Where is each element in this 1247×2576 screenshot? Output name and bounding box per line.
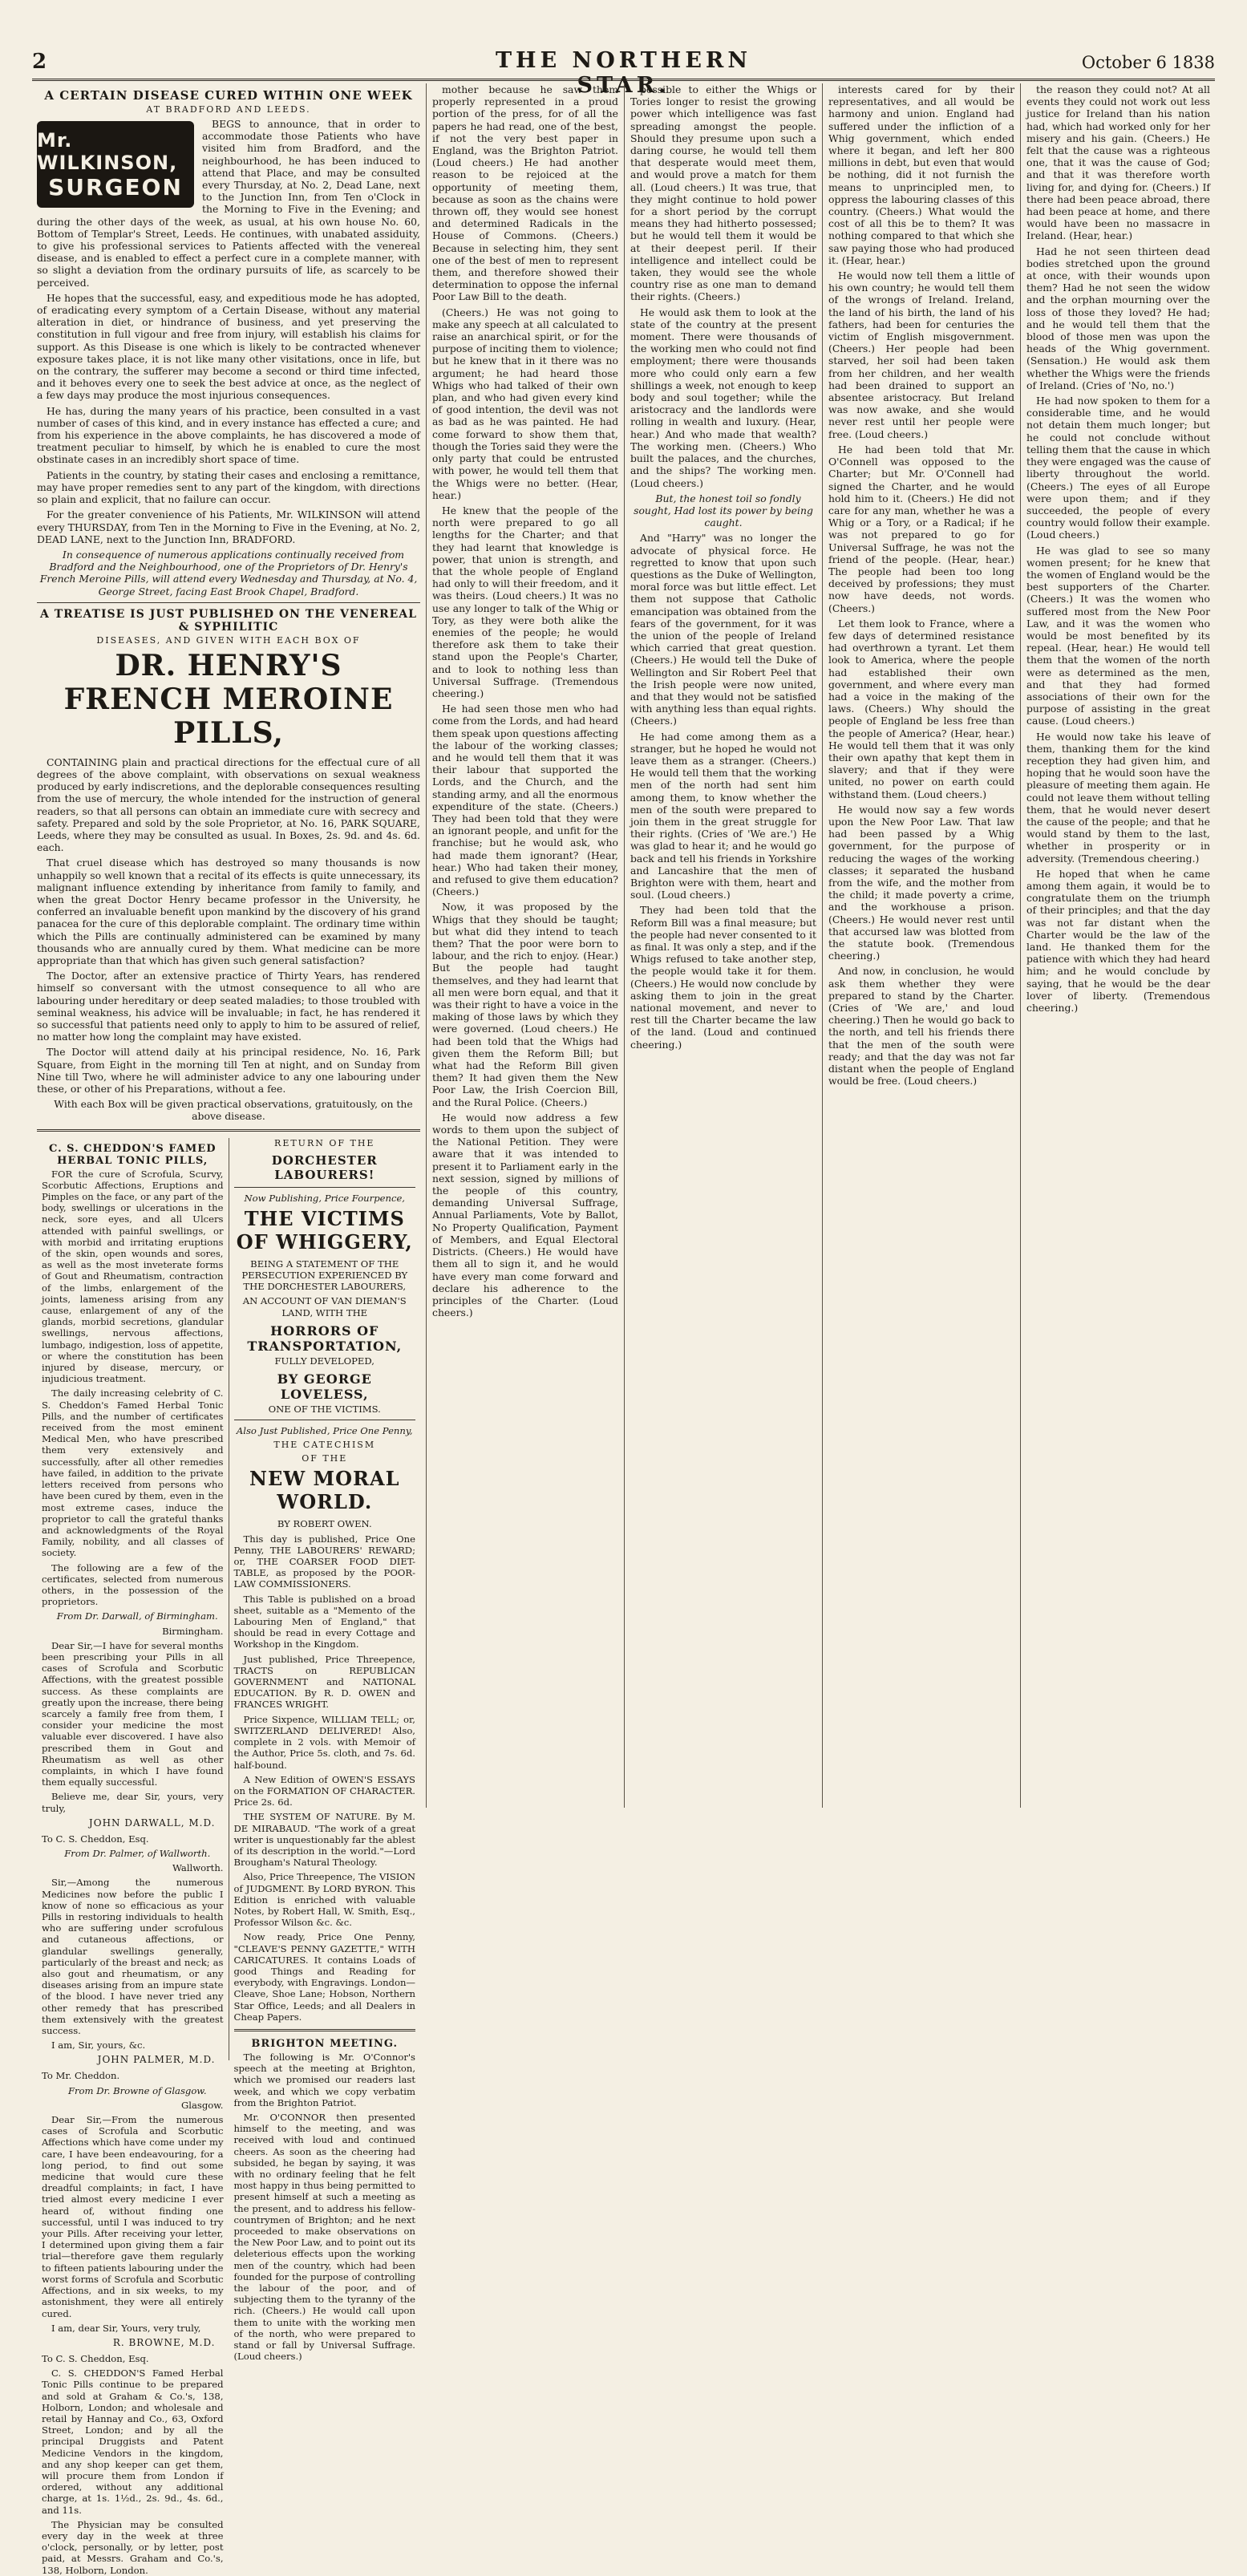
brighton-paragraph: Mr. O'CONNOR then presented himself to the meeting, and was received with loud and continued cheers. As soon as the cheering had subsided, he began by saying, it was with no ordinary feeling that he felt most happy in thus being permitted to present himself at such a meeting as the present, and to address his fellow-countrymen of Brighton; and he next proceeded to make observations on the New Poor Law, and to point out its deleterious effects upon the working men of the country, which had been founded for the purpose of controlling the labour of the poor, and of subjecting them to the tyranny of the rich. (Cheers.) He would call upon them to unite with the working men of the north, who were prepared to stand or fall by Universal Suffrage. (Loud cheers.) (233, 2111, 415, 2363)
cheddon-footer: The Physician may be consulted every day in the week at three o'clock, personally, or by letter, post paid, at Messrs. Graham and Co.'s, 138, Holborn, London. (42, 2518, 224, 2576)
speech-paragraph: Had he not seen thirteen dead bodies stretched upon the ground at once, with their wounds upon them? Had he not seen the widow and the orphan mourning over the loss of those they loved? He had; and he would tell them that the blood of those men was upon the heads of the Whig government. (Sensation.) He would ask them whether the Whigs were the friends of Ireland. (Cries of 'No, no.') (1026, 245, 1210, 391)
catechism-lead: Also Just Published, Price One Penny, (236, 1425, 413, 1437)
dorchester-sub: AN ACCOUNT OF VAN DIEMAN'S LAND, WITH THE (242, 1295, 407, 1318)
brighton-headline: BRIGHTON MEETING. (251, 2037, 399, 2050)
speech-paragraph: He had been told that Mr. O'Connell was opposed to the Charter; but Mr. O'Connell had signed the Charter, and he would hold him to it. (Cheers.) He did not care for any man, whether he was a Whig or a Tory, or a Radical; if he was not prepared to go for Universal Suffrage, he was not the friend of the people. (Hear, hear.) The people had been too long deceived by professions; they must now have deeds, not words. (Cheers.) (828, 443, 1014, 614)
wilkinson-paragraph: BEGS to announce, that in order to accommodate those Patients who have visited him from Bradford, and the neighbourhood, he has been induced to attend that Place, and may be consulted every Thursday, at No. 2, Dead Lane, next to the Junction Inn, from Ten o'Clock in the Morning to Five in the Evening; and during the other days of the week, as usual, at his own house No. 60, Bottom of Templar's Street, Leeds. He continues, with unabated assiduity, to give his professional services to Patients affected with the venereal disease, and is enabled to effect a perfect cure in a complete manner, with so slight a deviation from the ordinary pursuits of life, as scarcely to be perceived. (37, 118, 420, 289)
wilkinson-paragraph: He hopes that the successful, easy, and expeditious mode he has adopted, of eradicating every symptom of a Certain Disease, without any material alteration in diet, or hindrance of business, and yet preserving the constitution in full vigour and free from injury, will establish his claims for support. As this Disease is one which is likely to be contracted whenever exposure takes place, it is not like many other visitations, once in life, but on the contrary, the sufferer may become a second or third time infected, and it behoves every one to seek the best advice at once, as the neglect of a few days may produce the most injurious consequences. (37, 291, 420, 402)
wilkinson-notice: In consequence of numerous applications continually received from Bradford and the Neighbourhood, one of the Proprietors of Dr. Henry's French Meroine Pills, will attend every Wednesday and Thursday, at No. 4, George Street, facing East Brook Chapel, Bradford. (39, 548, 418, 597)
cheddon-from: From Dr. Browne of Glasgow. (67, 2084, 207, 2096)
wilkinson-paragraph: For the greater convenience of his Patients, Mr. WILKINSON will attend every THURSDAY, from Ten in the Morning to Five in the Evening, at No. 2, DEAD LANE, next to the Junction Inn, BRADFORD. (37, 508, 420, 545)
cheddon-to: To C. S. Cheddon, Esq. (42, 1833, 149, 1845)
cheddon-letter: Dear Sir,—From the numerous cases of Scrofula and Scorbutic Affections which have come under my care, I have been endeavouring, for a long period, to find out some medicine that would cure these dreadful complaints; in fact, I have tried almost every medicine I ever heard of, without finding one successful, until I was induced to try your Pills. After receiving your letter, I determined upon giving them a fair trial—therefore gave them regularly to fifteen patients labouring under the worst forms of Scrofula and Scorbutic Affections, and in six weeks, to my astonishment, they were all entirely cured. (42, 2114, 224, 2319)
ad-column-wide (32, 83, 425, 2576)
book-ads (229, 1137, 421, 2363)
cheddon-from: From Dr. Darwall, of Birmingham. (56, 1610, 218, 1622)
cheddon-signature: JOHN DARWALL, M.D. (88, 1817, 216, 1829)
dorchester-sub: BEING A STATEMENT OF THE PERSECUTION EXPERIENCED BY THE DORCHESTER LABOURERS, (241, 1258, 408, 1293)
wilkinson-headline: A CERTAIN DISEASE CURED WITHIN ONE WEEK (44, 88, 413, 103)
dorchester-pub: Now Publishing, Price Fourpence, (244, 1192, 405, 1204)
wilkinson-paragraph: Patients in the country, by stating their cases and enclosing a remittance, may have proper remedies sent to any part of the kingdom, with directions so plain and explicit, that no failure can occur. (37, 468, 420, 506)
catechism-lead2: THE CATECHISM (273, 1440, 376, 1451)
cheddon-place: Birmingham. (162, 1625, 224, 1637)
dorchester-sub: FULLY DEVELOPED, (274, 1355, 375, 1367)
speech-paragraph: He would now say a few words upon the New Poor Law. That law had been passed by a Whig government, for the purpose of reducing the wages of the working classes; it separated the husband from the wife, and the mother from the child; it made poverty a crime, and the workhouse a prison. (Cheers.) He would never rest until that accursed law was blotted from the statute book. (Tremendous cheering.) (828, 803, 1014, 962)
henry-headline: DR. HENRY'S FRENCH MEROINE PILLS, (63, 648, 394, 750)
cheddon-footer: C. S. CHEDDON'S Famed Herbal Tonic Pills continue to be prepared and sold at Graham & Co.'s, 138, Holborn, London; and wholesale and retail by Hannay and Co., 63, Oxford Street, London; and by all the principal Druggists and Patent Medicine Vendors in the kingdom, and any shop keeper can get them, will procure them from London if ordered, without any additional charge, at 1s. 1½d., 2s. 9d., 4s. 6d., and 11s. (42, 2367, 224, 2516)
speech-paragraph: He was glad to see so many women present; for he knew that the women of England would be the best supporters of the Charter. (Cheers.) It was the women who suffered most from the New Poor Law, and it was the women who would be most benefited by its repeal. (Hear, hear.) He would tell them that the women of the north were as determined as the men, and that they had formed associations of their own for the purpose of assisting in the great cause. (Loud cheers.) (1026, 544, 1210, 727)
dorchester-lead: RETURN OF THE (274, 1137, 375, 1148)
henry-lead: A TREATISE IS JUST PUBLISHED ON THE VENEREAL & SYPHILITIC (39, 607, 417, 634)
speech-paragraph: He would now address a few words to them upon the subject of the National Petition. They were aware that it was intended to present it to Parliament early in the next session, signed by millions of the people of this country, demanding Universal Suffrage, Annual Parliaments, Vote by Ballot, No Property Qualification, Payment of Members, and Equal Electoral Districts. (Cheers.) He would have them all to sign it, and he would have every man come forward and declare his adherence to the principles of the Charter. (Loud cheers.) (432, 1111, 618, 1319)
speech-paragraph: He had seen those men who had come from the Lords, and had heard them speak upon questions affecting the labour of the working classes; and he would tell them that it was their labour that supported the Lords, and the Church, and the standing army, and all the enormous expenditure of the state. (Cheers.) They had been told that they were an ignorant people, and unfit for the franchise; but he would ask, who had made them ignorant? (Hear, hear.) Who had taken their money, and refused to give them education? (Cheers.) (432, 703, 618, 898)
column-rule (822, 83, 823, 1808)
cheddon-signature: R. BROWNE, M.D. (112, 2336, 216, 2348)
catechism-lead3: OF THE (302, 1453, 348, 1464)
henry-paragraph: CONTAINING plain and practical directions for the effectual cure of all degrees of the above complaint, with observations on sexual weakness produced by early indiscretions, and the deplorable consequences resulting from the use of mercury, the whole intended for the instruction of general readers, so that all persons can obtain an immediate cure with secrecy and safety. Prepared and sold by the sole Proprietor, at No. 16, PARK SQUARE, Leeds, where they may be consulted as usual. In Boxes, 2s. 9d. and 4s. 6d. each. (37, 755, 420, 854)
speech-paragraph: He hoped that when he came among them again, it would be to congratulate them on the triumph of their principles; and that the day was not far distant when the Charter would be the law of the land. He thanked them for the patience with which they had heard him; and he would conclude by saying, that he would be the dear lover of liberty. (Tremendous cheering.) (1026, 867, 1210, 1015)
cheddon-place: Wallworth. (172, 1862, 224, 1874)
catechism-paragraph: Also, Price Threepence, The VISION of JUDGMENT. By LORD BYRON. This Edition is enriched with valuable Notes, by Robert Hall, W. Smith, Esq., Professor Wilson &c. &c. (233, 1871, 415, 1929)
dorchester-horrors: HORRORS OF TRANSPORTATION, (247, 1322, 403, 1354)
wilkinson-subhead: AT BRADFORD AND LEEDS. (146, 104, 311, 115)
catechism-paragraph: Now ready, Price One Penny, "CLEAVE'S PENNY GAZETTE," WITH CARICATURES. It contains Loads of good Things and Reading for everybody, with Engravings. London—Cleave, Shoe Lane; Hobson, Northern Star Office, Leeds; and all Dealers in Cheap Papers. (233, 1931, 415, 2023)
column-rule (426, 83, 427, 1808)
issue-date: October 6 1838 (1081, 53, 1215, 72)
catechism-paragraph: This Table is published on a broad sheet, suitable as a "Memento of the Labouring Men of England," that should be read in every Cottage and Workshop in the Kingdom. (233, 1593, 415, 1651)
cheddon-to: To C. S. Cheddon, Esq. (42, 2352, 149, 2364)
speech-paragraph: the reason they could not? At all events they could not work out less justice for Ireland than his nation had, which had worked only for her misery and his gain. (Cheers.) He felt that the cause was a righteous one, that it was the cause of God; and that it was therefore worth living for, and dying for. (Cheers.) If there had been peace abroad, there had been peace at home, and there would have been no massacre in Ireland. (Hear, hear.) (1026, 83, 1210, 242)
newspaper-title: THE NORTHERN STAR. (495, 48, 752, 98)
speech-paragraph: He had come among them as a stranger, but he hoped he would not leave them as a stranger. (Cheers.) He would tell them that the working men of the north had sent him among them, to know whether the men of the south were prepared to join them in the great struggle for their rights. (Cries of 'We are.') He was glad to hear it; and he would go back and tell his friends in Yorkshire and Lancashire that the men of Brighton were with them, heart and soul. (Loud cheers.) (630, 730, 816, 901)
divider (234, 1187, 416, 1188)
dorchester-author2: ONE OF THE VICTIMS. (268, 1403, 381, 1416)
henry-paragraph: With each Box will be given practical observations, gratuitously, on the above disease. (54, 1098, 413, 1123)
cheddon-signature: JOHN PALMER, M.D. (97, 2054, 216, 2066)
catechism-paragraph: Price Sixpence, WILLIAM TELL; or, SWITZERLAND DELIVERED! Also, complete in 2 vols. with Memoir of the Author, Price 5s. cloth, and 7s. 6d. half-bound. (233, 1713, 415, 1771)
speech-paragraph: (Cheers.) He was not going to make any speech at all calculated to raise an anarchical spirit, or for the purpose of inciting them to violence; but he knew that in it there was no argument; he had heard those Whigs who had talked of their own plan, and who had given every kind of good intention, the devil was not as bad as he was painted. He had come forward to show them that, though the Tories said they were the only party that could be entrusted with power, he would tell them that the Whigs were no better. (Hear, hear.) (432, 306, 618, 501)
cheddon-paragraph: FOR the cure of Scrofula, Scurvy, Scorbutic Affections, Eruptions and Pimples on the face, or any part of the body, swellings or ulcerations in the neck, sore eyes, and all Ulcers attended with painful swellings, or with morbid and irritating eruptions of the skin, open wounds and sores, as well as the most inveterate forms of Gout and Rheumatism, contraction of the limbs, enlargement of the joints, lameness arising from any cause, enlargement of any of the glands, morbid secretions, glandular swellings, nervous affections, lumbago, indigestion, loss of appetite, or where the constitution has been injured by disease, mercury, or injudicious treatment. (42, 1168, 224, 1385)
cheddon-headline: C. S. CHEDDON'S FAMED HERBAL TONIC PILLS, (49, 1142, 217, 1167)
speech-column-5 (824, 83, 1019, 1808)
speech-paragraph: Let them look to France, where a few days of determined resistance had overthrown a tyrant. Let them look to America, where the people had established their own government, and where every man had a voice in the making of the laws. (Cheers.) Why should the people of England be less free than the people of America? (Hear, hear.) He would tell them that it was only their own apathy that kept them in slavery; and that if they were united, no power on earth could withstand them. (Loud cheers.) (828, 617, 1014, 800)
henry-lead2: DISEASES, AND GIVEN WITH EACH BOX OF (96, 634, 361, 646)
speech-column-6 (1022, 83, 1215, 1808)
speech-column-4 (626, 83, 821, 1808)
speech-paragraph: And now, in conclusion, he would ask them whether they were prepared to stand by the Charter. (Cries of 'We are,' and loud cheering.) Then he would go back to the north, and tell his friends there that the men of the south were ready; and that the day was not far distant when the people of England would be free. (Loud cheers.) (828, 965, 1014, 1088)
cheddon-paragraph: The following are a few of the certificates, selected from numerous others, in the possession of the proprietors. (42, 1561, 224, 1608)
dorchester-headline: DORCHESTER LABOURERS! (271, 1152, 378, 1182)
catechism-author: BY ROBERT OWEN. (277, 1518, 372, 1530)
cheddon-letter: Dear Sir,—I have for several months been prescribing your Pills in all cases of Scrofula and Scorbutic Affections, with the greatest possible success. As these complaints are greatly upon the increase, there being scarcely a family free from them, I consider your medicine the most valuable ever discovered. I have also prescribed them in Gout and Rheumatism as well as other complaints, in which I have found them equally successful. (42, 1639, 224, 1788)
column-rule (624, 83, 625, 1808)
henry-paragraph: That cruel disease which has destroyed so many thousands is now unhappily so well known that a recital of its effects is quite unnecessary, its malignant influence extending by inheritance from family to family, and when the great Doctor Henry became professor in the University, he conferred an invaluable benefit upon mankind by the discovery of his grand panacea for the cure of this deplorable complaint. The ordinary time within which the Pills are continually administered can be examined by many thousands who are annually cured by them. What medicine can be more appropriate than that which has given such general satisfaction? (37, 857, 420, 966)
catechism-paragraph: THE SYSTEM OF NATURE. By M. DE MIRABAUD. "The work of a great writer is unquestionably far the ablest of its description in the world."—Lord Brougham's Natural Theology. (233, 1811, 415, 1869)
cheddon-close: I am, Sir, yours, &c. (51, 2039, 146, 2051)
cheddon-from: From Dr. Palmer, of Wallworth. (64, 1847, 211, 1859)
catechism-paragraph: This day is published, Price One Penny, THE LABOURERS' REWARD; or, THE COARSER FOOD DIET-TABLE, as proposed by the POOR-LAW COMMISSIONERS. (233, 1533, 415, 1590)
nameplate-title: SURGEON (48, 173, 183, 200)
cheddon-letter: Sir,—Among the numerous Medicines now before the public I know of none so efficacious as your Pills in restoring individuals to health who are suffering under scrofulous and cutaneous affections, or glandular swellings generally, particularly of the breast and neck; as also gout and rheumatism, or any diseases arising from an impure state of the blood. I have never tried any other remedy that has prescribed them extensively with the greatest success. (42, 1877, 224, 2037)
cheddon-close: Believe me, dear Sir, yours, very truly, (42, 1791, 224, 1814)
speech-paragraph: He would now take his leave of them, thanking them for the kind reception they had given him, and hoping that he would soon have the pleasure of meeting them again. He could not leave them without telling them, that he would never desert the cause of the people; and that he would stand by them to the last, whether in prosperity or in adversity. (Tremendous cheering.) (1026, 730, 1210, 865)
henry-paragraph: The Doctor will attend daily at his principal residence, No. 16, Park Square, from Eight in the morning till Ten at night, and on Sunday from Nine till Two, where he will administer advice to any one labouring under these, or other of his Preparations, without a fee. (37, 1046, 420, 1095)
brighton-paragraph: The following is Mr. O'Connor's speech at the meeting at Brighton, which we promised our readers last week, and which we copy verbatim from the Brighton Patriot. (233, 2051, 415, 2108)
dorchester-title: THE VICTIMS OF WHIGGERY, (236, 1206, 413, 1254)
cheddon-paragraph: The daily increasing celebrity of C. S. Cheddon's Famed Herbal Tonic Pills, and the number of certificates received from the most eminent Medical Men, who have prescribed them very extensively and successfully, after all other remedies have failed, in addition to the private letters received from persons who have been cured by them, even in the most extreme cases, induce the proprietor to call the grateful thanks and acknowledgments of the Royal Family, nobility, and all classes of society. (42, 1387, 224, 1559)
page-number: 2 (32, 50, 47, 74)
divider (37, 1129, 420, 1132)
wilkinson-paragraph: He has, during the many years of his practice, been consulted in a vast number of cases of this kind, and in every instance has effected a cure; and from his experience in the above complaints, he has discovered a mode of treatment peculiar to himself, by which he is enabled to cure the most obstinate cases in an incredibly short space of time. (37, 404, 420, 466)
column-rule (1020, 83, 1021, 1808)
speech-paragraph: He had now spoken to them for a considerable time, and he would not detain them much longer; but he could not conclude without telling them that the cause in which they were engaged was the cause of liberty throughout the world. (Cheers.) The eyes of all Europe were upon them; and if they succeeded, the people of every country would follow their example. (Loud cheers.) (1026, 395, 1210, 541)
dorchester-author: BY GEORGE LOVELESS, (277, 1371, 372, 1403)
speech-paragraph: He would ask them to look at the state of the country at the present moment. There were thousands of the working men who could not find employment; there were thousands more who could only earn a few shillings a week, not enough to keep body and soul together; while the aristocracy and the landlords were rolling in wealth and luxury. (Hear, hear.) And who made that wealth? The working men. (Cheers.) Who built the palaces, and the churches, and the ships? The working men. (Loud cheers.) (630, 306, 816, 489)
cheddon-close: I am, dear Sir, Yours, very truly, (51, 2322, 201, 2334)
speech-paragraph: mother because he saw them properly represented in a proud portion of the press, for of all the papers he had read, one of the best, if not the very best paper in England, was the Brighton Patriot. (Loud cheers.) He had another reason to be rejoiced at the opportunity of meeting them, because as soon as the chains were thrown off, they would see honest and determined Radicals in the House of Commons. (Cheers.) Because in selecting him, they sent one of the best of men to represent them, and therefore showed their determination to oppose the infernal Poor Law Bill to the death. (432, 83, 618, 303)
speech-paragraph: They had been told that the Reform Bill was a final measure; but the people had never consented to it as final. It was only a step, and if the Whigs refused to take another step, the people would take it for them. (Cheers.) He would now conclude by asking them to join in the great national movement, and never to rest till the Charter became the law of the land. (Loud and continued cheering.) (630, 904, 816, 1051)
lower-ad-split (37, 1137, 420, 2576)
divider (37, 602, 420, 603)
speech-column-3 (427, 83, 623, 1808)
speech-paragraph: And "Harry" was no longer the advocate of physical force. He regretted to know that upon such questions as the Duke of Wellington, moral force was but little effect. Let them not suppose that Catholic emancipation was obtained from the fears of the government, for it was the union of the people of Ireland which carried that great question. (Cheers.) He would tell the Duke of Wellington and Sir Robert Peel that the Irish people were now united, and that they would not be satisfied with anything less than equal rights. (Cheers.) (630, 532, 816, 727)
catechism-paragraph: Just published, Price Threepence, TRACTS on REPUBLICAN GOVERNMENT and NATIONAL EDUCATION. By R. D. OWEN and FRANCES WRIGHT. (233, 1653, 415, 1711)
cheddon-place: Glasgow. (181, 2099, 224, 2111)
speech-paragraph: Now, it was proposed by the Whigs that they should be taught; but what did they intend to teach them? That the poor were born to labour, and the rich to enjoy. (Hear.) But the people had taught themselves, and they had learnt that all men were born equal, and that it was their right to have a voice in the making of those laws by which they were governed. (Loud cheers.) He had been told that the Whigs had given them the Reform Bill; but what had the Reform Bill given them? It had given them the New Poor Law, the Irish Coercion Bill, and the Rural Police. (Cheers.) (432, 901, 618, 1108)
divider (234, 2029, 416, 2031)
henry-paragraph: The Doctor, after an extensive practice of Thirty Years, has rendered himself so conversant with the utmost consequence to all who are labouring under hereditary or deep seated maladies; to those troubled with seminal weakness, his advice will be invaluable; in fact, he has rendered it so successful that patients need only to apply to him to be assured of relief, no matter how long the complaint may have existed. (37, 970, 420, 1043)
speech-paragraph: possible to either the Whigs or Tories longer to resist the growing power which intelligence was fast spreading amongst the people. Should they presume upon such a daring course, he would tell them that desperate would meet them, and would prove a match for them all. (Loud cheers.) It was true, that they might continue to hold power for a short period by the corrupt means they had hitherto possessed; but he would tell them it would be at their deepest peril. If their intelligence and intellect could be taken, they would see the whole country rise as one man to demand their rights. (Cheers.) (630, 83, 816, 303)
catechism-title: NEW MORAL WORLD. (249, 1467, 400, 1514)
cheddon-ad (37, 1138, 229, 2576)
nameplate-name: Mr. WILKINSON, (37, 128, 178, 174)
cheddon-to: To Mr. Cheddon. (42, 2070, 120, 2082)
speech-paragraph: interests cared for by their representatives, and all would be harmony and union. England had suffered under the infliction of a Whig government, which ended where it began, and left her 800 millions in debt, but even that would be nothing, did it not furnish the means to unprincipled men, to oppress the labouring classes of this country. (Cheers.) What would the cost of all this be to them? It was nothing compared to that which she saw paying those who had produced it. (Hear, hear.) (828, 83, 1014, 266)
masthead-rule (32, 79, 1215, 81)
wilkinson-nameplate (37, 121, 194, 208)
speech-paragraph: He knew that the people of the north were prepared to go all lengths for the Charter; and that they had learnt that knowledge is power, that union is strength, and that the whole people of England had only to will their freedom, and it was theirs. (Loud cheers.) It was no use any longer to talk of the Whig or Tory, as they were both alike the enemies of the people; he would therefore ask them to take their stand upon the People's Charter, and to look to nothing less than Universal Suffrage. (Tremendous cheering.) (432, 504, 618, 699)
catechism-paragraph: A New Edition of OWEN'S ESSAYS on the FORMATION OF CHARACTER. Price 2s. 6d. (233, 1773, 415, 1808)
speech-paragraph: He would now tell them a little of his own country; he would tell them of the wrongs of Ireland. Ireland, the land of his birth, the land of his fathers, had been for centuries the victim of English misgovernment. (Cheers.) Her people had been starved, her soil had been taken from her children, and her wealth had been drained to support an absentee aristocracy. But Ireland was now awake, and she would never rest until her people were free. (Loud cheers.) (828, 269, 1014, 440)
speech-verse: But, the honest toil so fondly sought, Had lost its power by being caught. (634, 492, 813, 529)
